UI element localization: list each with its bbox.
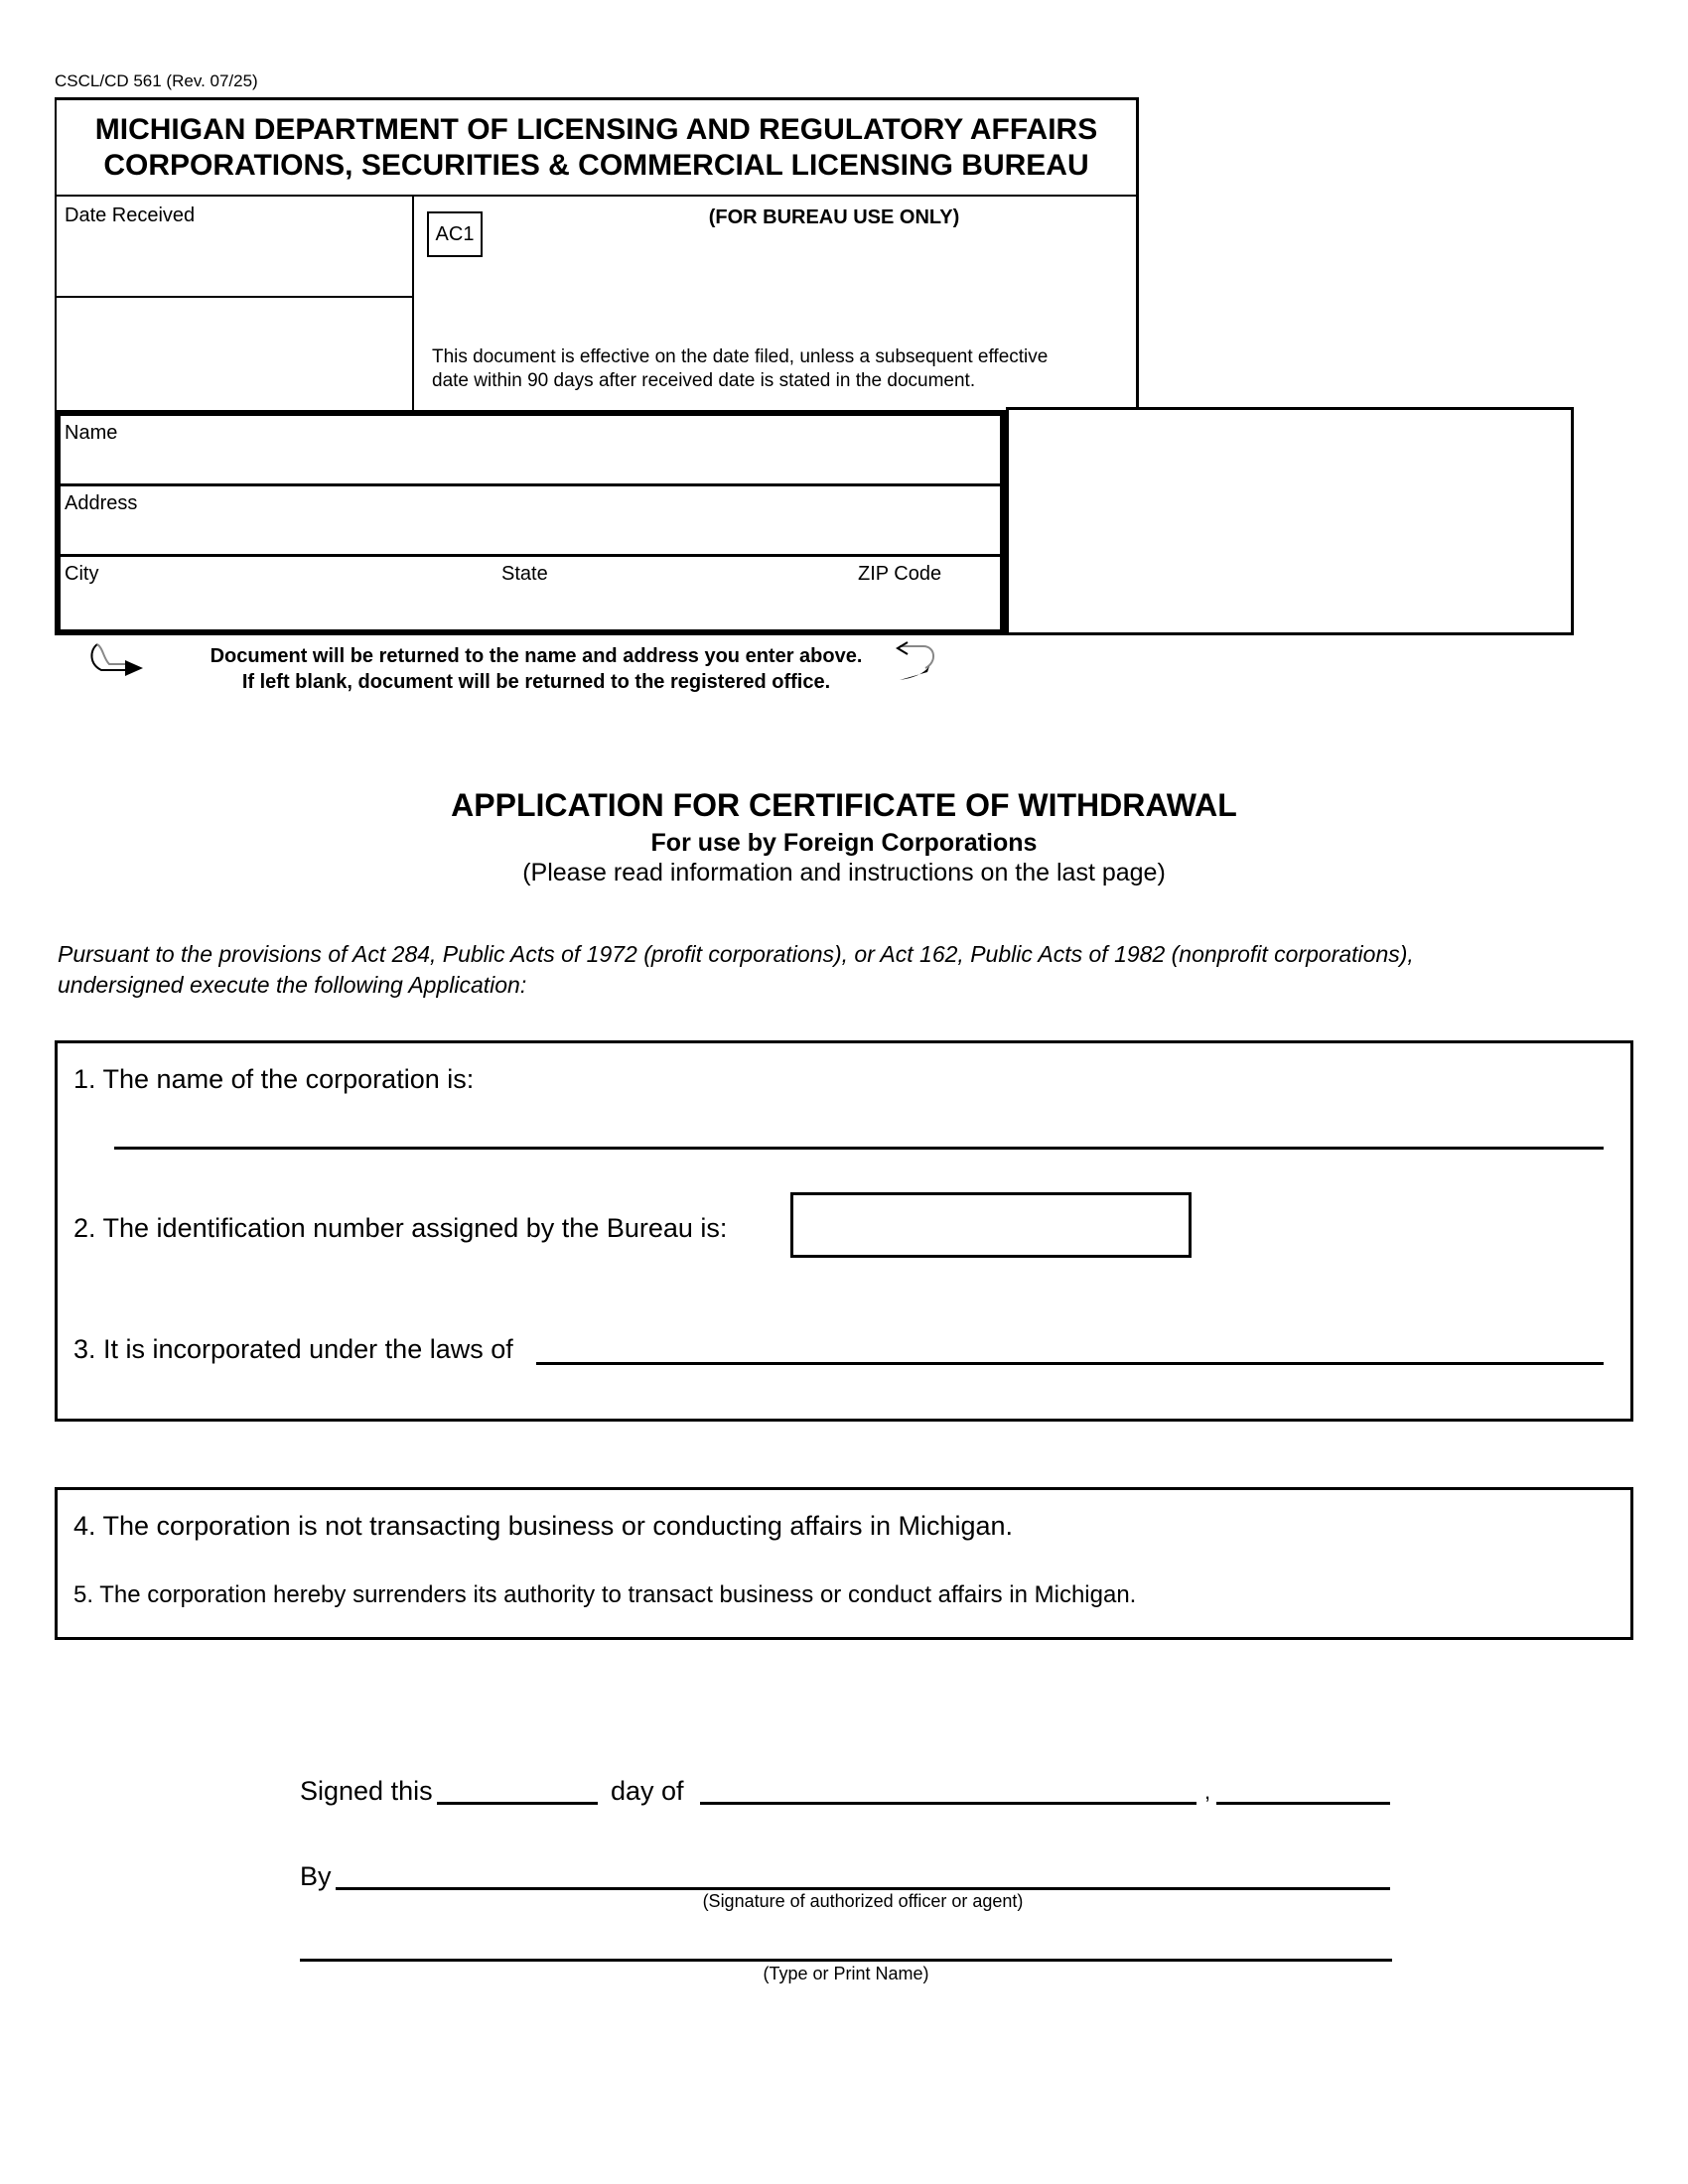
ac1-box: AC1	[427, 211, 483, 257]
instructions-note: (Please read information and instructions on the last page)	[522, 859, 1166, 887]
form-subtitle: For use by Foreign Corporations	[650, 829, 1038, 857]
signed-this-label: Signed this	[300, 1776, 433, 1806]
city-state-zip-row[interactable]	[61, 557, 1000, 629]
date-comma: ,	[1204, 1779, 1211, 1804]
agency-name: MICHIGAN DEPARTMENT OF LICENSING AND REGULATORY AFFAIRS	[94, 113, 1098, 146]
day-of-label: day of	[611, 1776, 684, 1806]
blank-reference-box	[1006, 407, 1574, 635]
return-note	[99, 643, 973, 695]
pursuant-line1: Pursuant to the provisions of Act 284, Public Acts of 1972 (profit corporations), or Act 162, Public Acts of 1982 (nonprofit corporations),	[58, 941, 1414, 967]
corporation-name-field[interactable]	[114, 1147, 1604, 1150]
pursuant-statement	[58, 939, 1626, 1001]
signature-caption: (Signature of authorized officer or agent)	[702, 1891, 1024, 1911]
bureau-name: CORPORATIONS, SECURITIES & COMMERCIAL LICENSING BUREAU	[103, 149, 1089, 182]
agency-header	[55, 97, 1139, 197]
signed-year-field[interactable]	[1216, 1802, 1390, 1805]
item-2-label: 2. The identification number assigned by the Bureau is:	[73, 1213, 728, 1243]
address-label: Address	[65, 492, 138, 514]
date-received-label: Date Received	[65, 205, 196, 226]
pursuant-line2: undersigned execute the following Application:	[58, 972, 527, 998]
name-field[interactable]	[61, 416, 1000, 483]
city-label: City	[65, 563, 99, 585]
item-4-label: 4. The corporation is not transacting business or conducting affairs in Michigan.	[73, 1511, 1014, 1541]
by-label: By	[300, 1861, 332, 1891]
signed-month-field[interactable]	[700, 1802, 1196, 1805]
signature-field[interactable]	[336, 1887, 1390, 1890]
effective-note-line2: date within 90 days after received date is stated in the document.	[432, 370, 976, 391]
effective-date-note	[432, 345, 1127, 393]
incorporation-state-field[interactable]	[536, 1362, 1604, 1365]
effective-note-line1: This document is effective on the date filed, unless a subsequent effective	[432, 346, 1049, 367]
date-received-column	[55, 197, 414, 410]
return-address-box	[55, 410, 1006, 635]
signed-day-field[interactable]	[437, 1802, 598, 1805]
bureau-use-label: (FOR BUREAU USE ONLY)	[708, 206, 960, 228]
return-note-line1: Document will be returned to the name and address you enter above.	[210, 645, 863, 667]
printed-name-field[interactable]	[300, 1959, 1392, 1962]
state-label: State	[501, 563, 548, 585]
form-id: CSCL/CD 561 (Rev. 07/25)	[55, 71, 258, 90]
item-5-label: 5. The corporation hereby surrenders its authority to transact business or conduct affairs in Michigan.	[73, 1581, 1137, 1608]
zip-label: ZIP Code	[858, 563, 942, 585]
item-1-label: 1. The name of the corporation is:	[73, 1064, 475, 1094]
form-title: APPLICATION FOR CERTIFICATE OF WITHDRAWAL	[451, 787, 1237, 823]
name-label: Name	[65, 422, 118, 444]
identification-number-field[interactable]	[790, 1192, 1192, 1258]
printed-name-caption: (Type or Print Name)	[763, 1964, 929, 1983]
item-3-label: 3. It is incorporated under the laws of	[73, 1334, 513, 1364]
return-right-arrow-icon	[894, 640, 941, 691]
address-field[interactable]	[61, 486, 1000, 554]
date-received-divider	[55, 296, 414, 298]
return-note-line2: If left blank, document will be returned to the registered office.	[241, 671, 831, 693]
